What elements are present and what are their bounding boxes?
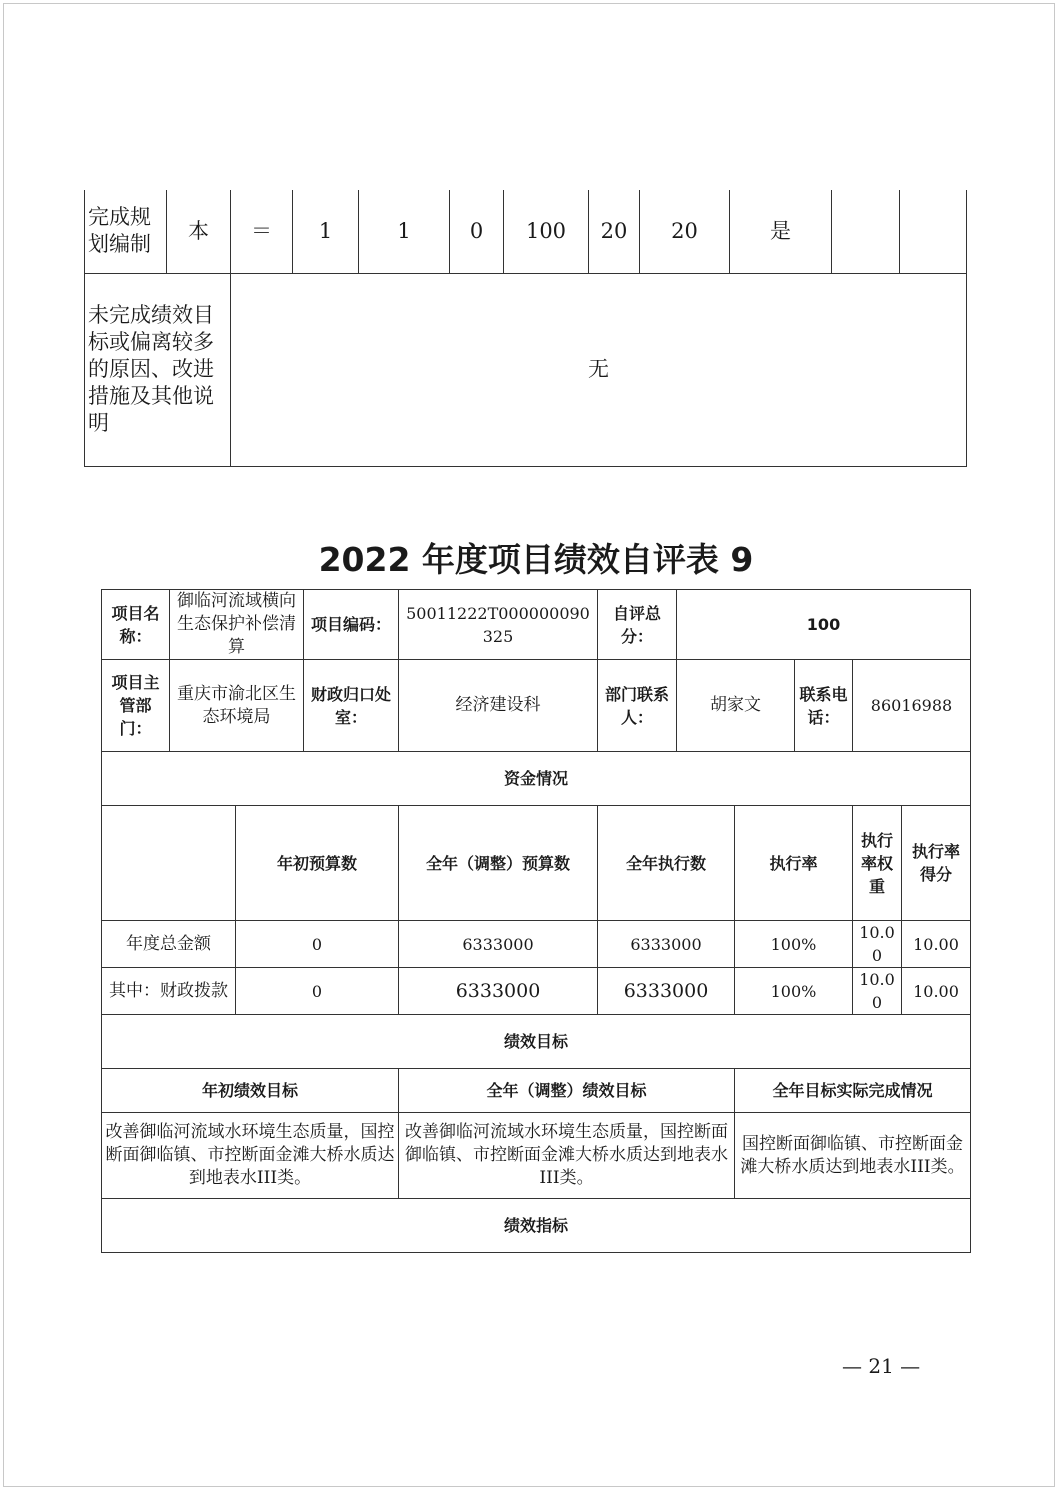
project-code-value: 50011222T000000090325 (399, 590, 598, 660)
goals-header-actual: 全年目标实际完成情况 (735, 1069, 971, 1113)
indicator-actual: 1 (359, 190, 450, 273)
indicator-category: 本 (167, 190, 231, 273)
funds-rate: 100% (735, 968, 853, 1015)
funds-header-rate: 执行率 (735, 806, 853, 921)
funds-executed: 6333000 (598, 968, 735, 1015)
indicator-row (85, 190, 967, 273)
funds-rate: 100% (735, 921, 853, 968)
goals-header-row (102, 1069, 971, 1113)
indicators-section-title: 绩效指标 (102, 1199, 971, 1253)
funds-header-row (102, 806, 971, 921)
reason-row (85, 273, 967, 466)
self-score-label: 自评总分： (598, 590, 677, 660)
self-score-value: 100 (677, 590, 971, 660)
goals-header-adjusted: 全年（调整）绩效目标 (399, 1069, 735, 1113)
funds-score: 10.00 (902, 921, 971, 968)
indicator-weight: 20 (589, 190, 640, 273)
funds-adjusted: 6333000 (399, 921, 598, 968)
goal-actual-text: 国控断面御临镇、市控断面金滩大桥水质达到地表水III类。 (735, 1113, 971, 1199)
funds-row-label: 其中：财政拨款 (102, 968, 236, 1015)
funds-section-title: 资金情况 (102, 752, 971, 806)
contact-label: 部门联系人： (598, 660, 677, 752)
goal-initial-text: 改善御临河流域水环境生态质量，国控断面御临镇、市控断面金滩大桥水质达到地表水III类。 (102, 1113, 399, 1199)
indicator-target: 1 (293, 190, 359, 273)
funds-score: 10.00 (902, 968, 971, 1015)
project-name-label: 项目名称： (102, 590, 170, 660)
contact-value: 胡家文 (677, 660, 795, 752)
office-value: 经济建设科 (399, 660, 598, 752)
indicator-score: 20 (640, 190, 730, 273)
funds-row-label: 年度总金额 (102, 921, 236, 968)
funds-header-initial: 年初预算数 (236, 806, 399, 921)
project-code-label: 项目编码： (304, 590, 399, 660)
indicator-extra-2 (900, 190, 967, 273)
phone-label: 联系电话： (795, 660, 853, 752)
indicator-operator: ＝ (231, 190, 293, 273)
goals-value-row (102, 1113, 971, 1199)
goals-section-title: 绩效目标 (102, 1015, 971, 1069)
funds-executed: 6333000 (598, 921, 735, 968)
page-number: — 21 — (842, 1354, 921, 1378)
reason-value: 无 (231, 273, 967, 466)
funds-row-fiscal (102, 968, 971, 1015)
funds-header-blank (102, 806, 236, 921)
page-title: 2022 年度项目绩效自评表 9 (318, 540, 754, 579)
funds-header-adjusted: 全年（调整）预算数 (399, 806, 598, 921)
funds-header-weight: 执行率权重 (853, 806, 902, 921)
phone-value: 86016988 (853, 660, 971, 752)
indicator-extra-1 (832, 190, 900, 273)
info-row-1 (102, 590, 971, 660)
project-name-value: 御临河流域横向生态保护补偿清算 (170, 590, 304, 660)
evaluation-table (101, 589, 971, 1253)
funds-initial: 0 (236, 968, 399, 1015)
funds-section-row (102, 752, 971, 806)
indicator-name: 完成规划编制 (85, 190, 167, 273)
department-value: 重庆市渝北区生态环境局 (170, 660, 304, 752)
info-row-2 (102, 660, 971, 752)
goals-section-row (102, 1015, 971, 1069)
goal-adjusted-text: 改善御临河流域水环境生态质量，国控断面御临镇、市控断面金滩大桥水质达到地表水III类。 (399, 1113, 735, 1199)
previous-indicator-table (84, 190, 967, 467)
funds-header-executed: 全年执行数 (598, 806, 735, 921)
indicator-core: 是 (730, 190, 832, 273)
goals-header-initial: 年初绩效目标 (102, 1069, 399, 1113)
funds-adjusted: 6333000 (399, 968, 598, 1015)
indicator-deviation: 0 (450, 190, 504, 273)
department-label: 项目主管部门： (102, 660, 170, 752)
funds-header-score: 执行率得分 (902, 806, 971, 921)
reason-label: 未完成绩效目标或偏离较多的原因、改进措施及其他说明 (85, 273, 231, 466)
office-label: 财政归口处室： (304, 660, 399, 752)
indicators-section-row (102, 1199, 971, 1253)
indicator-rate: 100 (504, 190, 589, 273)
funds-weight: 10.00 (853, 921, 902, 968)
funds-weight: 10.00 (853, 968, 902, 1015)
funds-row-total (102, 921, 971, 968)
funds-initial: 0 (236, 921, 399, 968)
